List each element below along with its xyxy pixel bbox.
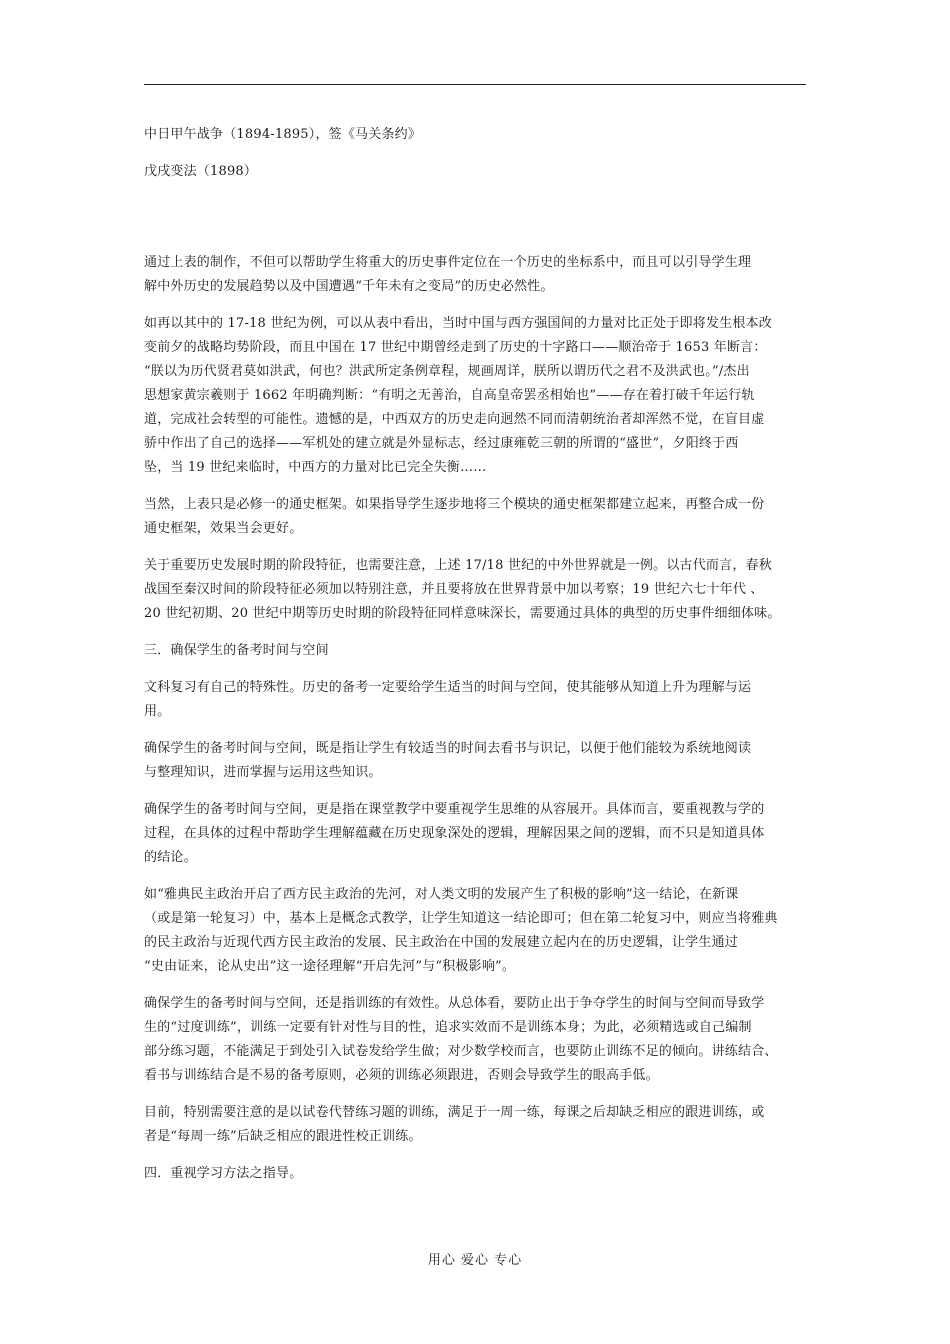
document-body [144, 123, 806, 1199]
paragraph-line: 文科复习有自己的特殊性。历史的备考一定要给学生适当的时间与空间，使其能够从知道上升为理解与运 [144, 680, 752, 695]
paragraph [144, 883, 806, 979]
paragraph [144, 312, 806, 480]
paragraph [144, 798, 806, 870]
paragraph-line: 解中外历史的发展趋势以及中国遭遇“千年未有之变局”的历史必然性。 [144, 279, 554, 294]
paragraph-list [144, 251, 806, 1186]
header-rule [144, 84, 806, 85]
paragraph-line: “史由证来，论从史出”这一途径理解“开启先河”与“积极影响”。 [144, 959, 516, 974]
paragraph-line: 当然，上表只是必修一的通史框架。如果指导学生逐步地将三个模块的通史框架都建立起来，再整合成一份 [144, 497, 765, 512]
event-line: 戊戌变法（1898） [144, 164, 258, 179]
paragraph-line: 四．重视学习方法之指导。 [144, 1166, 303, 1181]
paragraph-line: 20 世纪初期、20 世纪中期等历史时期的阶段特征同样意味深长，需要通过具体的典型的历史事件细细体味。 [144, 606, 781, 621]
paragraph-line: （或是第一轮复习）中，基本上是概念式教学，让学生知道这一结论即可；但在第二轮复习中，则应当将雅典 [144, 911, 778, 926]
paragraph [144, 639, 806, 663]
paragraph-line: “朕以为历代贤君莫如洪武，何也？洪武所定条例章程，规画周详，朕所以谓历代之君不及洪武也。”/杰出 [144, 364, 750, 379]
paragraph-line: 坠，当 19 世纪来临时，中西方的力量对比已完全失衡…… [144, 460, 487, 475]
paragraph-line: 如“雅典民主政治开启了西方民主政治的先河，对人类文明的发展产生了积极的影响”这一结论，在新课 [144, 887, 739, 902]
paragraph-line: 变前夕的战略均势阶段，而且中国在 17 世纪中期曾经走到了历史的十字路口——顺治帝于 1653 年断言： [144, 340, 767, 355]
paragraph-line: 骄中作出了自己的选择——军机处的建立就是外显标志，经过康雍乾三朝的所谓的“盛世”，夕阳终于西 [144, 436, 739, 451]
paragraph [144, 992, 806, 1088]
paragraph-line: 看书与训练结合是不易的备考原则，必须的训练必须跟进，否则会导致学生的眼高手低。 [144, 1068, 659, 1083]
paragraph-line: 过程，在具体的过程中帮助学生理解蕴藏在历史现象深处的逻辑，理解因果之间的逻辑，而不只是知道具体 [144, 826, 765, 841]
paragraph-line: 的民主政治与近现代西方民主政治的发展、民主政治在中国的发展建立起内在的历史逻辑，让学生通过 [144, 935, 739, 950]
paragraph-line: 者是“每周一练”后缺乏相应的跟进性校正训练。 [144, 1129, 422, 1144]
paragraph-line: 关于重要历史发展时期的阶段特征，也需要注意，上述 17/18 世纪的中外世界就是一例。以古代而言，春秋 [144, 558, 772, 573]
paragraph [144, 737, 806, 785]
paragraph-line: 三．确保学生的备考时间与空间 [144, 643, 329, 658]
paragraph-line: 通过上表的制作，不但可以帮助学生将重大的历史事件定位在一个历史的坐标系中，而且可以引导学生理 [144, 255, 752, 270]
paragraph-line: 战国至秦汉时间的阶段特征必须加以特别注意，并且要将放在世界背景中加以考察；19 世纪六七十年代 、 [144, 582, 764, 597]
paragraph-line: 通史框架，效果当会更好。 [144, 521, 303, 536]
paragraph [144, 554, 806, 626]
paragraph [144, 1101, 806, 1149]
paragraph-line: 确保学生的备考时间与空间，更是指在课堂教学中要重视学生思维的从容展开。具体而言，要重视教与学的 [144, 802, 765, 817]
paragraph-line: 目前，特别需要注意的是以试卷代替练习题的训练，满足于一周一练，每课之后却缺乏相应的跟进训练，或 [144, 1105, 765, 1120]
event-line: 中日甲午战争（1894-1895），签《马关条约》 [144, 127, 422, 142]
paragraph-line: 思想家黄宗羲则于 1662 年明确判断：“有明之无善治，自高皇帝罢丞相始也”——存在着打破千年运行轨 [144, 388, 755, 403]
page-footer: 用心 爱心 专心 [427, 1253, 523, 1268]
paragraph-line: 生的“过度训练”，训练一定要有针对性与目的性，追求实效而不是训练本身；为此，必须精选或自己编制 [144, 1020, 752, 1035]
paragraph-line: 的结论。 [144, 850, 197, 865]
paragraph [144, 676, 806, 724]
paragraph [144, 1162, 806, 1186]
paragraph-line: 与整理知识，进而掌握与运用这些知识。 [144, 765, 382, 780]
paragraph [144, 251, 806, 299]
paragraph-line: 道，完成社会转型的可能性。遗憾的是，中西双方的历史走向迥然不同而清朝统治者却浑然不觉，在盲目虚 [144, 412, 765, 427]
paragraph-line: 部分练习题，不能满足于到处引入试卷发给学生做；对少数学校而言，也要防止训练不足的倾向。讲练结合、 [144, 1044, 778, 1059]
paragraph [144, 493, 806, 541]
paragraph-line: 确保学生的备考时间与空间，既是指让学生有较适当的时间去看书与识记，以便于他们能较为系统地阅读 [144, 741, 752, 756]
paragraph-line: 用。 [144, 704, 171, 719]
paragraph-line: 确保学生的备考时间与空间，还是指训练的有效性。从总体看，要防止出于争夺学生的时间与空间而导致学 [144, 996, 765, 1011]
spacer [144, 197, 806, 251]
paragraph-line: 如再以其中的 17-18 世纪为例，可以从表中看出，当时中国与西方强国间的力量对比正处于即将发生根本改 [144, 316, 772, 331]
